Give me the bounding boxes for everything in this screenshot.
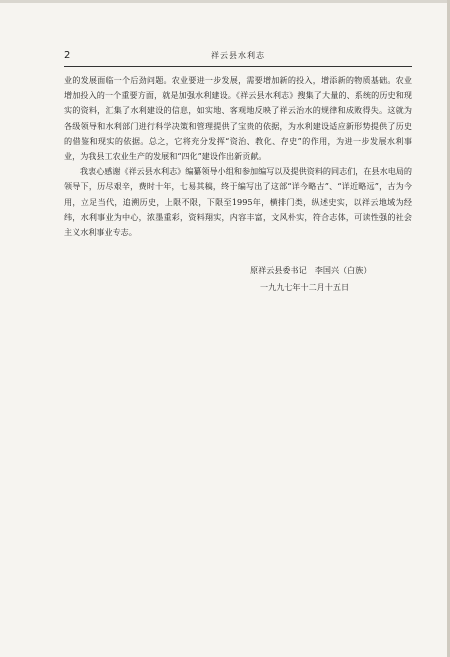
signature-block (250, 262, 371, 296)
paragraph: 我衷心感谢《祥云县水利志》编纂领导小组和参加编写以及提供资料的同志们，在县水电局的领导下，历尽艰辛，费时十年，七易其稿，终于编写出了这部“详今略古”、“详近略远”，古为今用，立足当代，追溯历史，上限不限，下限至1995年，横排门类，纵述史实，以祥云地域为经纬，水利事业为中心，浓墨重彩，资料翔实，内容丰富，文风朴实，符合志体，可读性强的社会主义水利事业专志。 (64, 166, 412, 238)
header-divider (64, 66, 412, 67)
page-number: 2 (64, 50, 71, 61)
running-head (64, 50, 412, 64)
running-head-title: 祥云县水利志 (211, 51, 265, 60)
date-line: 一九九七年十二月十五日 (260, 282, 350, 292)
author-line: 原祥云县委书记 李国兴（白族） (250, 265, 372, 275)
scan-edge (0, 0, 450, 3)
paragraph: 业的发展面临一个后劲问题。农业要进一步发展，需要增加新的投入，增添新的物质基础。农业增加投入的一个重要方面，就是加强水利建设。《祥云县水利志》搜集了大量的、系统的历史和现实的资料，汇集了水利建设的信息，如实地、客观地反映了祥云治水的规律和成败得失。这就为各级领导和水利部门进行科学决策和管理提供了宝贵的依据，为水利建设适应新形势提供了历史的借鉴和现实的依据。总之，它将充分发挥“资治、教化、存史”的作用，为进一步发展水利事业，为我县工农业生产的发展和“四化”建设作出新贡献。 (64, 75, 412, 162)
body-text (64, 73, 412, 240)
